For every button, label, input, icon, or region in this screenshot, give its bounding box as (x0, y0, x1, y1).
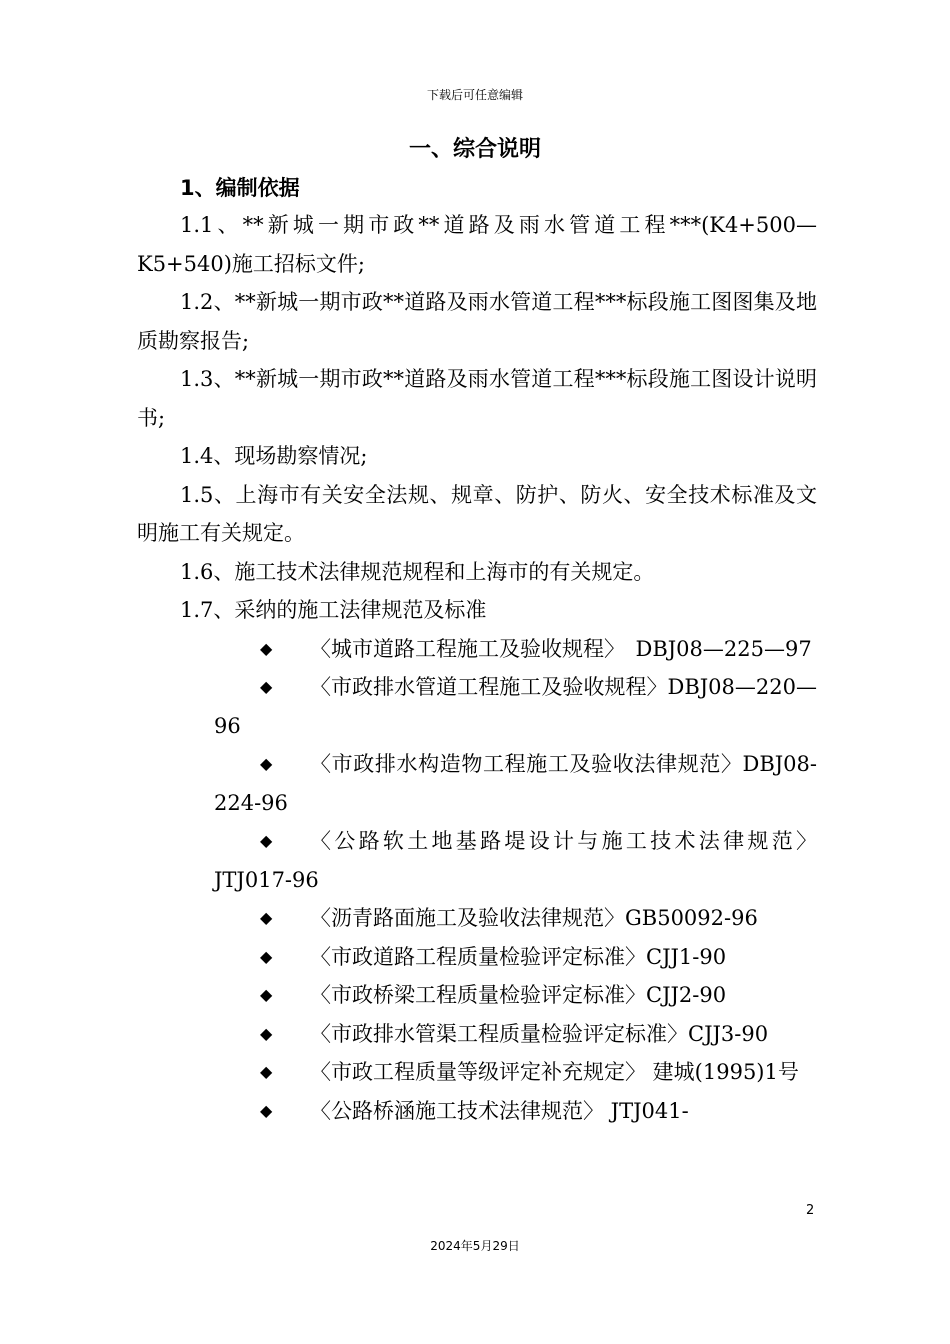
paragraph-1-4: 1.4、现场勘察情况; (180, 444, 368, 468)
diamond-bullet-icon: ◆ (260, 946, 273, 966)
diamond-bullet-icon: ◆ (260, 677, 273, 696)
document-body (137, 206, 817, 1130)
page-title: 一、综合说明 (408, 137, 541, 162)
paragraph-1-1: 1.1、**新城一期市政**道路及雨水管道工程***(K4+500—K5+540)施工招标文件; (137, 213, 817, 276)
standard-text: 〈公路软土地基路堤设计与施工技术法律规范〉JTJ017-96 (214, 829, 817, 892)
standard-text: 〈公路桥涵施工技术法律规范〉 JTJ041- (310, 1098, 689, 1123)
list-item (137, 1015, 817, 1054)
standard-text: 〈市政排水管道工程施工及验收规程〉DBJ08—220—96 (214, 675, 817, 738)
page-footer-date: 2024年5月29日 (430, 1239, 520, 1253)
standards-list (137, 630, 817, 1131)
standard-text: 〈城市道路工程施工及验收规程〉 DBJ08—225—97 (310, 636, 812, 661)
diamond-bullet-icon: ◆ (260, 1100, 273, 1120)
diamond-bullet-icon: ◆ (260, 908, 273, 927)
standard-text: 〈市政工程质量等级评定补充规定〉 建城(1995)1号 (310, 1060, 799, 1084)
diamond-bullet-icon: ◆ (260, 754, 273, 773)
diamond-bullet-icon: ◆ (260, 1023, 273, 1043)
standard-text: 〈市政排水管渠工程质量检验评定标准〉CJJ3-90 (310, 1021, 769, 1046)
section-heading: 1、编制依据 (180, 176, 300, 200)
list-item (137, 1053, 817, 1092)
list-item (137, 822, 817, 899)
standard-text: 〈市政道路工程质量检验评定标准〉CJJ1-90 (310, 944, 727, 969)
page-header: 下载后可任意编辑 (426, 88, 523, 102)
standard-text: 〈市政桥梁工程质量检验评定标准〉CJJ2-90 (310, 983, 727, 1007)
standard-text: 〈市政排水构造物工程施工及验收法律规范〉DBJ08-224-96 (214, 752, 817, 815)
list-item (137, 630, 817, 669)
list-item (137, 899, 817, 938)
paragraph-1-3: 1.3、**新城一期市政**道路及雨水管道工程***标段施工图设计说明书; (137, 367, 817, 430)
list-item (137, 1092, 817, 1131)
diamond-bullet-icon: ◆ (260, 985, 273, 1004)
standard-text: 〈沥青路面施工及验收法律规范〉GB50092-96 (310, 906, 758, 930)
list-item (137, 976, 817, 1015)
list-item (137, 938, 817, 977)
list-item (137, 668, 817, 745)
paragraph-1-5: 1.5、上海市有关安全法规、规章、防护、防火、安全技术标准及文明施工有关规定。 (137, 482, 817, 545)
page-number: 2 (806, 1203, 815, 1218)
paragraph-1-7: 1.7、采纳的施工法律规范及标准 (180, 598, 487, 622)
paragraph-1-6: 1.6、施工技术法律规范规程和上海市的有关规定。 (180, 559, 655, 584)
list-item (137, 745, 817, 822)
diamond-bullet-icon: ◆ (260, 831, 273, 850)
diamond-bullet-icon: ◆ (260, 1062, 273, 1081)
paragraph-1-2: 1.2、**新城一期市政**道路及雨水管道工程***标段施工图图集及地质勘察报告; (137, 290, 817, 353)
diamond-bullet-icon: ◆ (260, 638, 273, 658)
